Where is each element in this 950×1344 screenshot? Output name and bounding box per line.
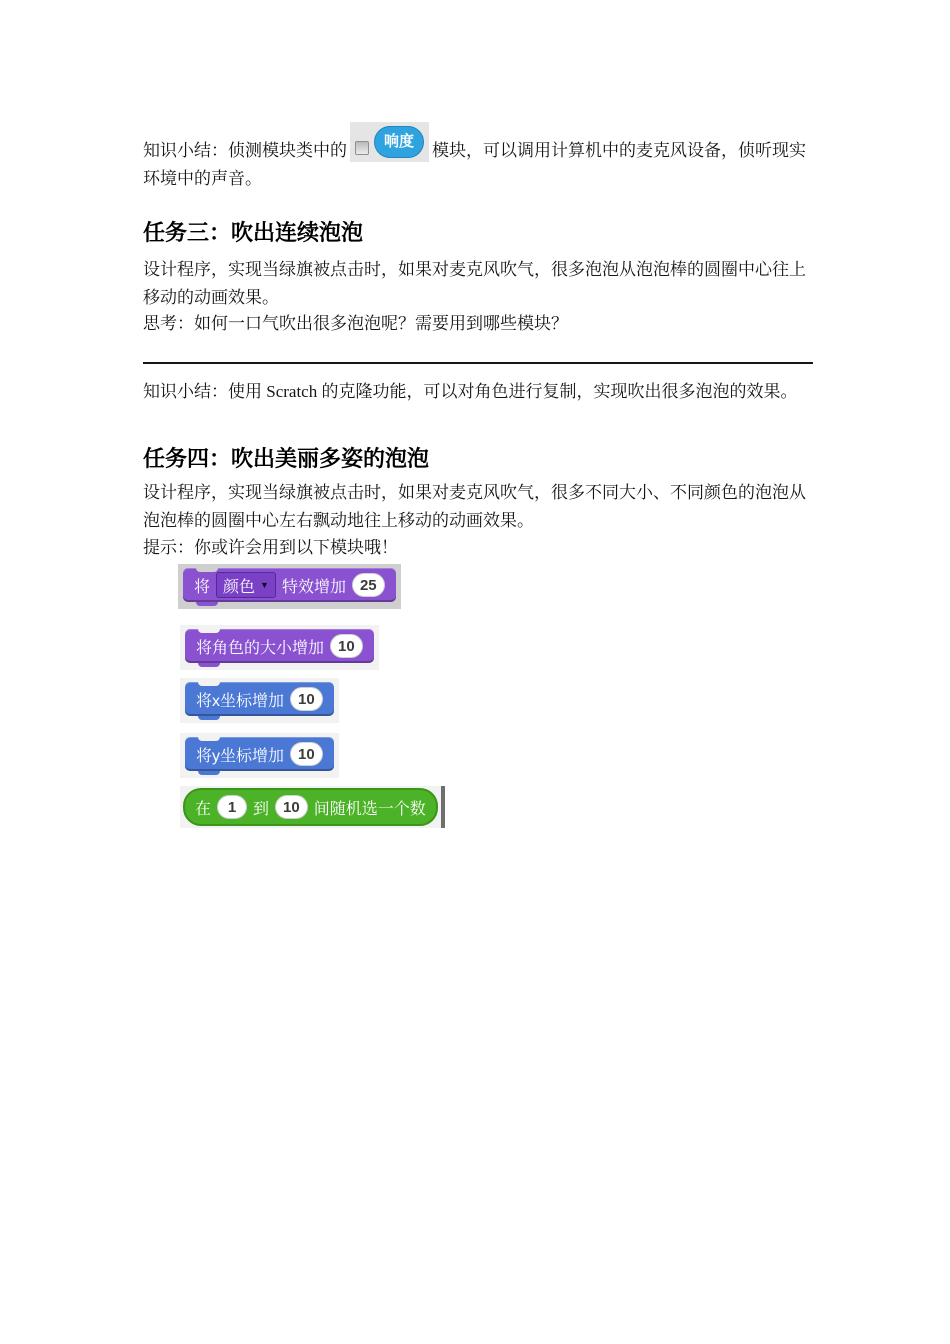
change-x-label: 将x坐标增加 bbox=[196, 692, 285, 710]
task4-hint-paragraph: 提示：你或许会用到以下模块哦！ bbox=[143, 538, 398, 557]
task3-heading: 任务三：吹出连续泡泡 bbox=[143, 220, 364, 245]
loudness-block-inner bbox=[355, 126, 424, 158]
random-suffix: 间随机选一个数 bbox=[313, 800, 426, 818]
random-prefix: 在 bbox=[195, 800, 212, 818]
summary-loudness-paragraph bbox=[143, 122, 819, 193]
horizontal-rule bbox=[143, 362, 813, 364]
task4-body-paragraph: 设计程序，实现当绿旗被点击时，如果对麦克风吹气，很多不同大小、不同颜色的泡泡从泡泡棒的圆圈中心左右飘动地往上移动的动画效果。 bbox=[143, 483, 806, 530]
color-effect-dropdown-value: 颜色 bbox=[223, 578, 256, 596]
task3-think-paragraph: 思考：如何一口气吹出很多泡泡呢？需要用到哪些模块？ bbox=[143, 314, 568, 333]
change-y-block-screenshot bbox=[180, 733, 339, 778]
random-value2: 10 bbox=[275, 795, 308, 819]
random-block-screenshot bbox=[180, 786, 441, 828]
color-effect-dropdown bbox=[216, 572, 276, 598]
change-y-label: 将y坐标增加 bbox=[196, 747, 285, 765]
change-y-block bbox=[185, 737, 334, 771]
color-effect-block-screenshot bbox=[178, 564, 401, 609]
random-number-block bbox=[183, 788, 438, 826]
task3-body-paragraph: 设计程序，实现当绿旗被点击时，如果对麦克风吹气，很多泡泡从泡泡棒的圆圈中心往上移动的动画效果。 bbox=[143, 260, 806, 307]
color-effect-prefix: 将 bbox=[194, 578, 211, 596]
summary-clone-paragraph: 知识小结：使用 Scratch 的克隆功能，可以对角色进行复制，实现吹出很多泡泡的效果。 bbox=[143, 382, 798, 401]
change-x-block bbox=[185, 682, 334, 716]
loudness-block-image bbox=[350, 122, 429, 162]
change-y-value: 10 bbox=[290, 742, 323, 766]
summary1-prefix: 知识小结：侦测模块类中的 bbox=[143, 141, 347, 160]
size-change-block bbox=[185, 629, 374, 663]
checkbox-icon bbox=[355, 141, 369, 155]
color-effect-middle: 特效增加 bbox=[281, 578, 346, 596]
random-middle: 到 bbox=[253, 800, 270, 818]
summary1-suffix: 模块，可以调用计算机中的麦克风设备，侦听现实环境中的声音。 bbox=[143, 141, 807, 188]
size-change-label: 将角色的大小增加 bbox=[196, 639, 325, 657]
loudness-reporter-block: 响度 bbox=[374, 126, 424, 158]
size-change-block-screenshot bbox=[180, 625, 379, 670]
change-x-value: 10 bbox=[290, 687, 323, 711]
dropdown-arrow-icon: ▼ bbox=[260, 579, 269, 590]
size-change-value: 10 bbox=[330, 634, 363, 658]
color-effect-block bbox=[183, 568, 396, 602]
random-value1: 1 bbox=[217, 795, 247, 819]
color-effect-value: 25 bbox=[352, 573, 385, 597]
change-x-block-screenshot bbox=[180, 678, 339, 723]
task4-heading: 任务四：吹出美丽多姿的泡泡 bbox=[143, 446, 430, 471]
